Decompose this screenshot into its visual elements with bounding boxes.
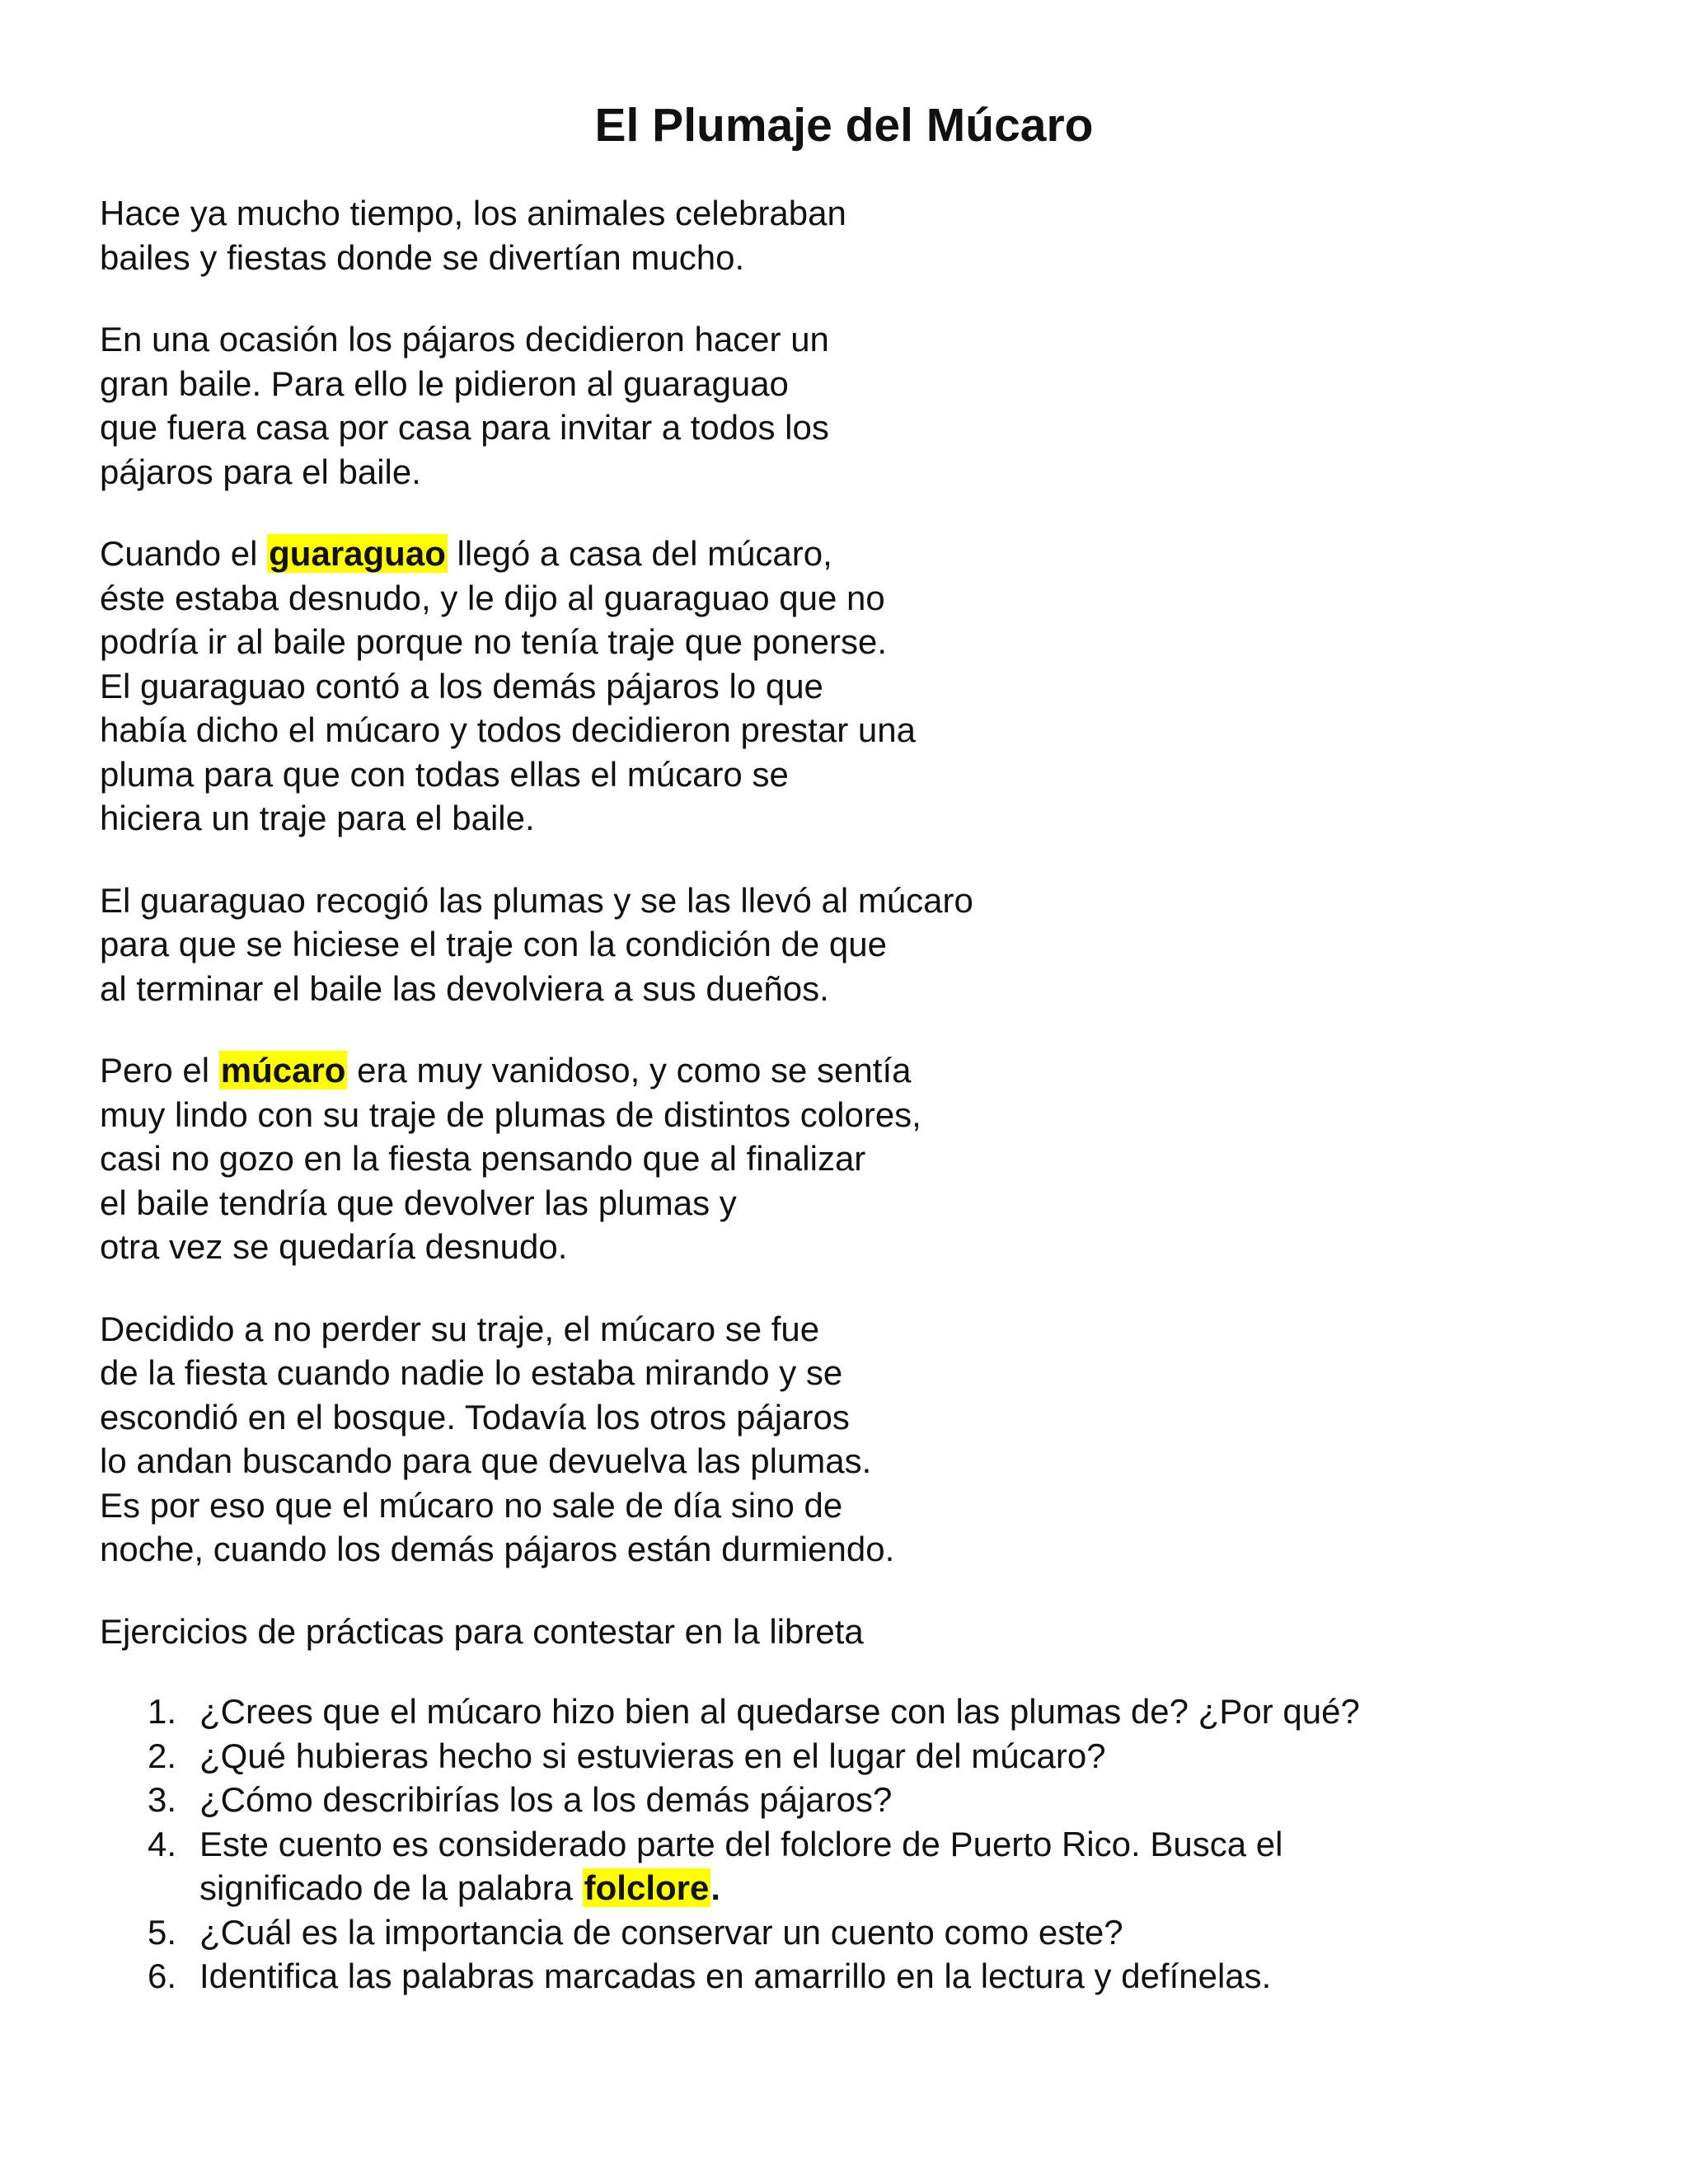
text-line: bailes y fiestas donde se divertían mucho.: [100, 237, 745, 277]
paragraph-5: [100, 1048, 1633, 1269]
document-body: [100, 191, 1633, 1999]
paragraph-4: [100, 879, 1633, 1011]
text-line: que fuera casa por casa para invitar a todos los: [100, 408, 829, 447]
text-segment: era muy vanidoso, y como se sentía: [347, 1051, 912, 1090]
text-line: había dicho el múcaro y todos decidieron prestar una: [100, 710, 916, 749]
exercise-text: Identifica las palabras marcadas en amarrillo en la lectura y defínelas.: [199, 1957, 1272, 1995]
text-line: En una ocasión los pájaros decidieron hacer un: [100, 320, 829, 359]
exercise-item-5: [100, 1910, 1633, 1955]
text-line: el baile tendría que devolver las plumas y: [100, 1183, 737, 1222]
paragraph-3: [100, 532, 1633, 841]
paragraph-2: [100, 317, 1633, 494]
exercise-text: Este cuento es considerado parte del folclore de Puerto Rico. Busca el: [199, 1824, 1283, 1863]
text-line: El guaraguao recogió las plumas y se las llevó al múcaro: [100, 880, 973, 920]
text-segment: significado de la palabra: [199, 1868, 583, 1907]
text-line: Decidido a no perder su traje, el múcaro se fue: [100, 1309, 820, 1348]
text-line: pájaros para el baile.: [100, 452, 421, 491]
text-segment: .: [710, 1868, 721, 1907]
exercise-item-3: [100, 1778, 1633, 1822]
text-segment: llegó a casa del múcaro,: [447, 534, 832, 573]
document-title: El Plumaje del Múcaro: [594, 99, 1094, 152]
text-line: al terminar el baile las devolviera a sus dueños.: [100, 968, 829, 1008]
list-number: 1.: [148, 1692, 177, 1731]
text-line: casi no gozo en la fiesta pensando que al finalizar: [100, 1139, 866, 1178]
text-line: lo andan buscando para que devuelva las plumas.: [100, 1441, 872, 1480]
text-line: [100, 532, 1633, 576]
list-number: 6.: [148, 1957, 177, 1995]
text-line: de la fiesta cuando nadie lo estaba mirando y se: [100, 1353, 843, 1392]
exercise-item-4: [100, 1822, 1633, 1910]
text-line: hiciera un traje para el baile.: [100, 799, 535, 837]
text-segment: Cuando el: [100, 534, 268, 573]
list-number: 3.: [148, 1780, 177, 1819]
text-line: para que se hiciese el traje con la condición de que: [100, 925, 887, 963]
exercise-text: ¿Crees que el múcaro hizo bien al quedarse con las plumas de? ¿Por qué?: [199, 1692, 1360, 1731]
text-line: noche, cuando los demás pájaros están durmiendo.: [100, 1530, 895, 1568]
exercise-text: ¿Cuál es la importancia de conservar un cuento como este?: [199, 1912, 1123, 1952]
text-line: otra vez se quedaría desnudo.: [100, 1227, 568, 1266]
highlighted-word-folclore: folclore: [584, 1868, 710, 1907]
paragraph-1: [100, 191, 1633, 279]
exercise-item-6: [100, 1954, 1633, 1999]
exercises-heading: Ejercicios de prácticas para contestar en la libreta: [100, 1611, 864, 1651]
text-line: éste estaba desnudo, y le dijo al guaraguao que no: [100, 578, 885, 617]
text-line: Hace ya mucho tiempo, los animales celebraban: [100, 194, 846, 232]
text-line: muy lindo con su traje de plumas de distintos colores,: [100, 1094, 921, 1134]
list-number: 5.: [148, 1912, 177, 1952]
text-line: podría ir al baile porque no tenía traje que ponerse.: [100, 622, 887, 661]
text-segment: Pero el: [100, 1051, 219, 1090]
list-number: 2.: [148, 1736, 177, 1775]
text-line: [100, 1048, 1633, 1093]
exercise-item-1: [100, 1690, 1633, 1734]
highlighted-word-mucaro: múcaro: [220, 1051, 346, 1090]
highlighted-word-guaraguao: guaraguao: [269, 534, 446, 573]
exercise-text: ¿Qué hubieras hecho si estuvieras en el lugar del múcaro?: [199, 1736, 1106, 1775]
exercise-item-2: [100, 1734, 1633, 1779]
text-line: El guaraguao contó a los demás pájaros lo que: [100, 666, 823, 705]
list-number: 4.: [148, 1824, 177, 1863]
text-line: gran baile. Para ello le pidieron al guaraguao: [100, 363, 789, 403]
text-line: pluma para que con todas ellas el múcaro se: [100, 754, 789, 794]
exercise-text: ¿Cómo describirías los a los demás pájaros?: [199, 1780, 893, 1819]
exercise-text: [199, 1866, 1633, 1910]
paragraph-6: [100, 1307, 1633, 1572]
text-line: escondió en el bosque. Todavía los otros pájaros: [100, 1397, 850, 1436]
exercise-list: [100, 1690, 1633, 1999]
text-line: Es por eso que el múcaro no sale de día sino de: [100, 1485, 843, 1525]
